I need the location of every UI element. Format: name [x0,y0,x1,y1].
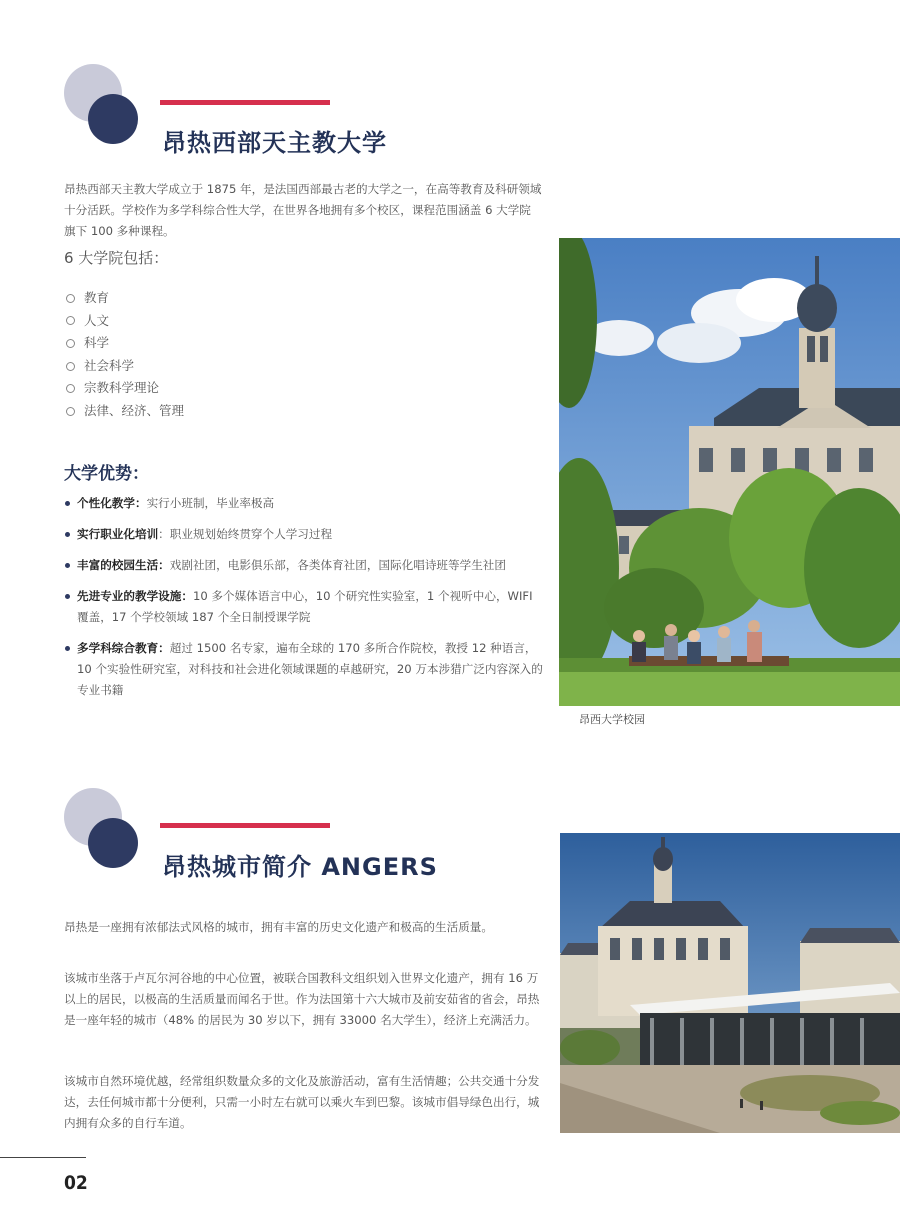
advantages-list [64,493,544,711]
advantage-text: 实行小班制，毕业率极高 [146,496,275,510]
bullet-dot-icon [65,501,70,506]
list-item [64,555,544,576]
list-item [66,310,184,333]
photo-caption: 昂西大学校园 [579,713,645,726]
city-paragraph-1: 昂热是一座拥有浓郁法式风格的城市，拥有丰富的历史文化遗产和极高的生活质量。 [64,920,493,934]
list-item [64,493,544,514]
city-paragraph-3: 该城市自然环境优越，经常组织数量众多的文化及旅游活动，富有生活情趣；公共交通十分发达，去任何城市都十分便利，只需一小时左右就可以乘火车到巴黎。该城市倡导绿色出行，城内拥有众多的自行车道。 [64,1074,540,1130]
faculty-label: 宗教科学理论 [84,380,160,396]
advantage-key: 丰富的校园生活： [77,558,170,572]
dark-circle [88,818,138,868]
list-item [64,524,544,545]
list-item [64,586,544,628]
circle-bullet-icon [66,316,75,325]
advantage-key: 个性化教学： [77,496,147,510]
faculty-label: 教育 [84,290,110,305]
advantage-text: 10 多个媒体语言中心，10 个研究性实验室，1 个视听中心，WIFI 覆盖，17 个学校领域 187 个全日制授课学院 [77,589,533,624]
circle-bullet-icon [66,339,75,348]
advantage-key: 先进专业的教学设施： [77,589,193,603]
advantage-key: 多学科综合教育： [77,641,170,655]
advantage-key: 实行职业化培训 [77,527,159,541]
bullet-dot-icon [65,594,70,599]
campus-photo [559,238,900,706]
advantage-text: 戏剧社团，电影俱乐部，各类体育社团，国际化唱诗班等学生社团 [169,558,506,572]
decorative-circles-top [64,64,144,146]
dark-circle [88,94,138,144]
list-item [66,400,184,423]
circle-bullet-icon [66,384,75,393]
list-item [66,377,184,400]
faculty-label: 人文 [84,312,110,328]
advantage-text: 超过 1500 名专家，遍布全球的 170 多所合作院校，教授 12 种语言，10 个实验性研究室，对科技和社会进化领域课题的卓越研究，20 万本涉猎广泛内容深入的专业书籍 [77,641,543,697]
decorative-circles-bottom [64,788,144,870]
faculty-list [66,287,184,423]
bullet-dot-icon [65,646,70,651]
circle-bullet-icon [66,407,75,416]
bullet-dot-icon [65,563,70,568]
faculty-label: 法律、经济、管理 [84,402,185,418]
list-item [66,332,184,355]
section1-intro: 昂热西部天主教大学成立于 1875 年，是法国西部最古老的大学之一，在高等教育及科研领域十分活跃。学校作为多学科综合性大学，在世界各地拥有多个校区，课程范围涵盖 6 大学院旗下 100 多种课程。 [64,182,542,238]
advantage-text: ：职业规划始终贯穿个人学习过程 [158,527,333,541]
page-number: 02 [64,1172,88,1194]
bullet-dot-icon [65,532,70,537]
faculties-heading: 6 大学院包括： [64,249,169,267]
list-item [66,355,184,378]
city-paragraph-2: 该城市坐落于卢瓦尔河谷地的中心位置，被联合国教科文组织划入世界文化遗产，拥有 16 万以上的居民，以极高的生活质量而闻名于世。作为法国第十六大城市及前安茹省的省会，昂热是一座年轻的城市（48% 的居民为 30 岁以下，拥有 33000 名大学生），经济上充满活力。 [64,971,540,1027]
section1-title: 昂热西部天主教大学 [162,129,387,157]
list-item [66,287,184,310]
list-item [64,638,544,701]
footer-divider [0,1157,86,1158]
section2-title: 昂热城市简介 ANGERS [162,853,438,881]
advantages-heading: 大学优势： [64,464,149,484]
faculty-label: 社会科学 [84,357,135,373]
circle-bullet-icon [66,294,75,303]
faculty-label: 科学 [84,335,110,351]
accent-bar-bottom [160,823,330,828]
circle-bullet-icon [66,362,75,371]
accent-bar-top [160,100,330,105]
city-photo [560,833,900,1133]
